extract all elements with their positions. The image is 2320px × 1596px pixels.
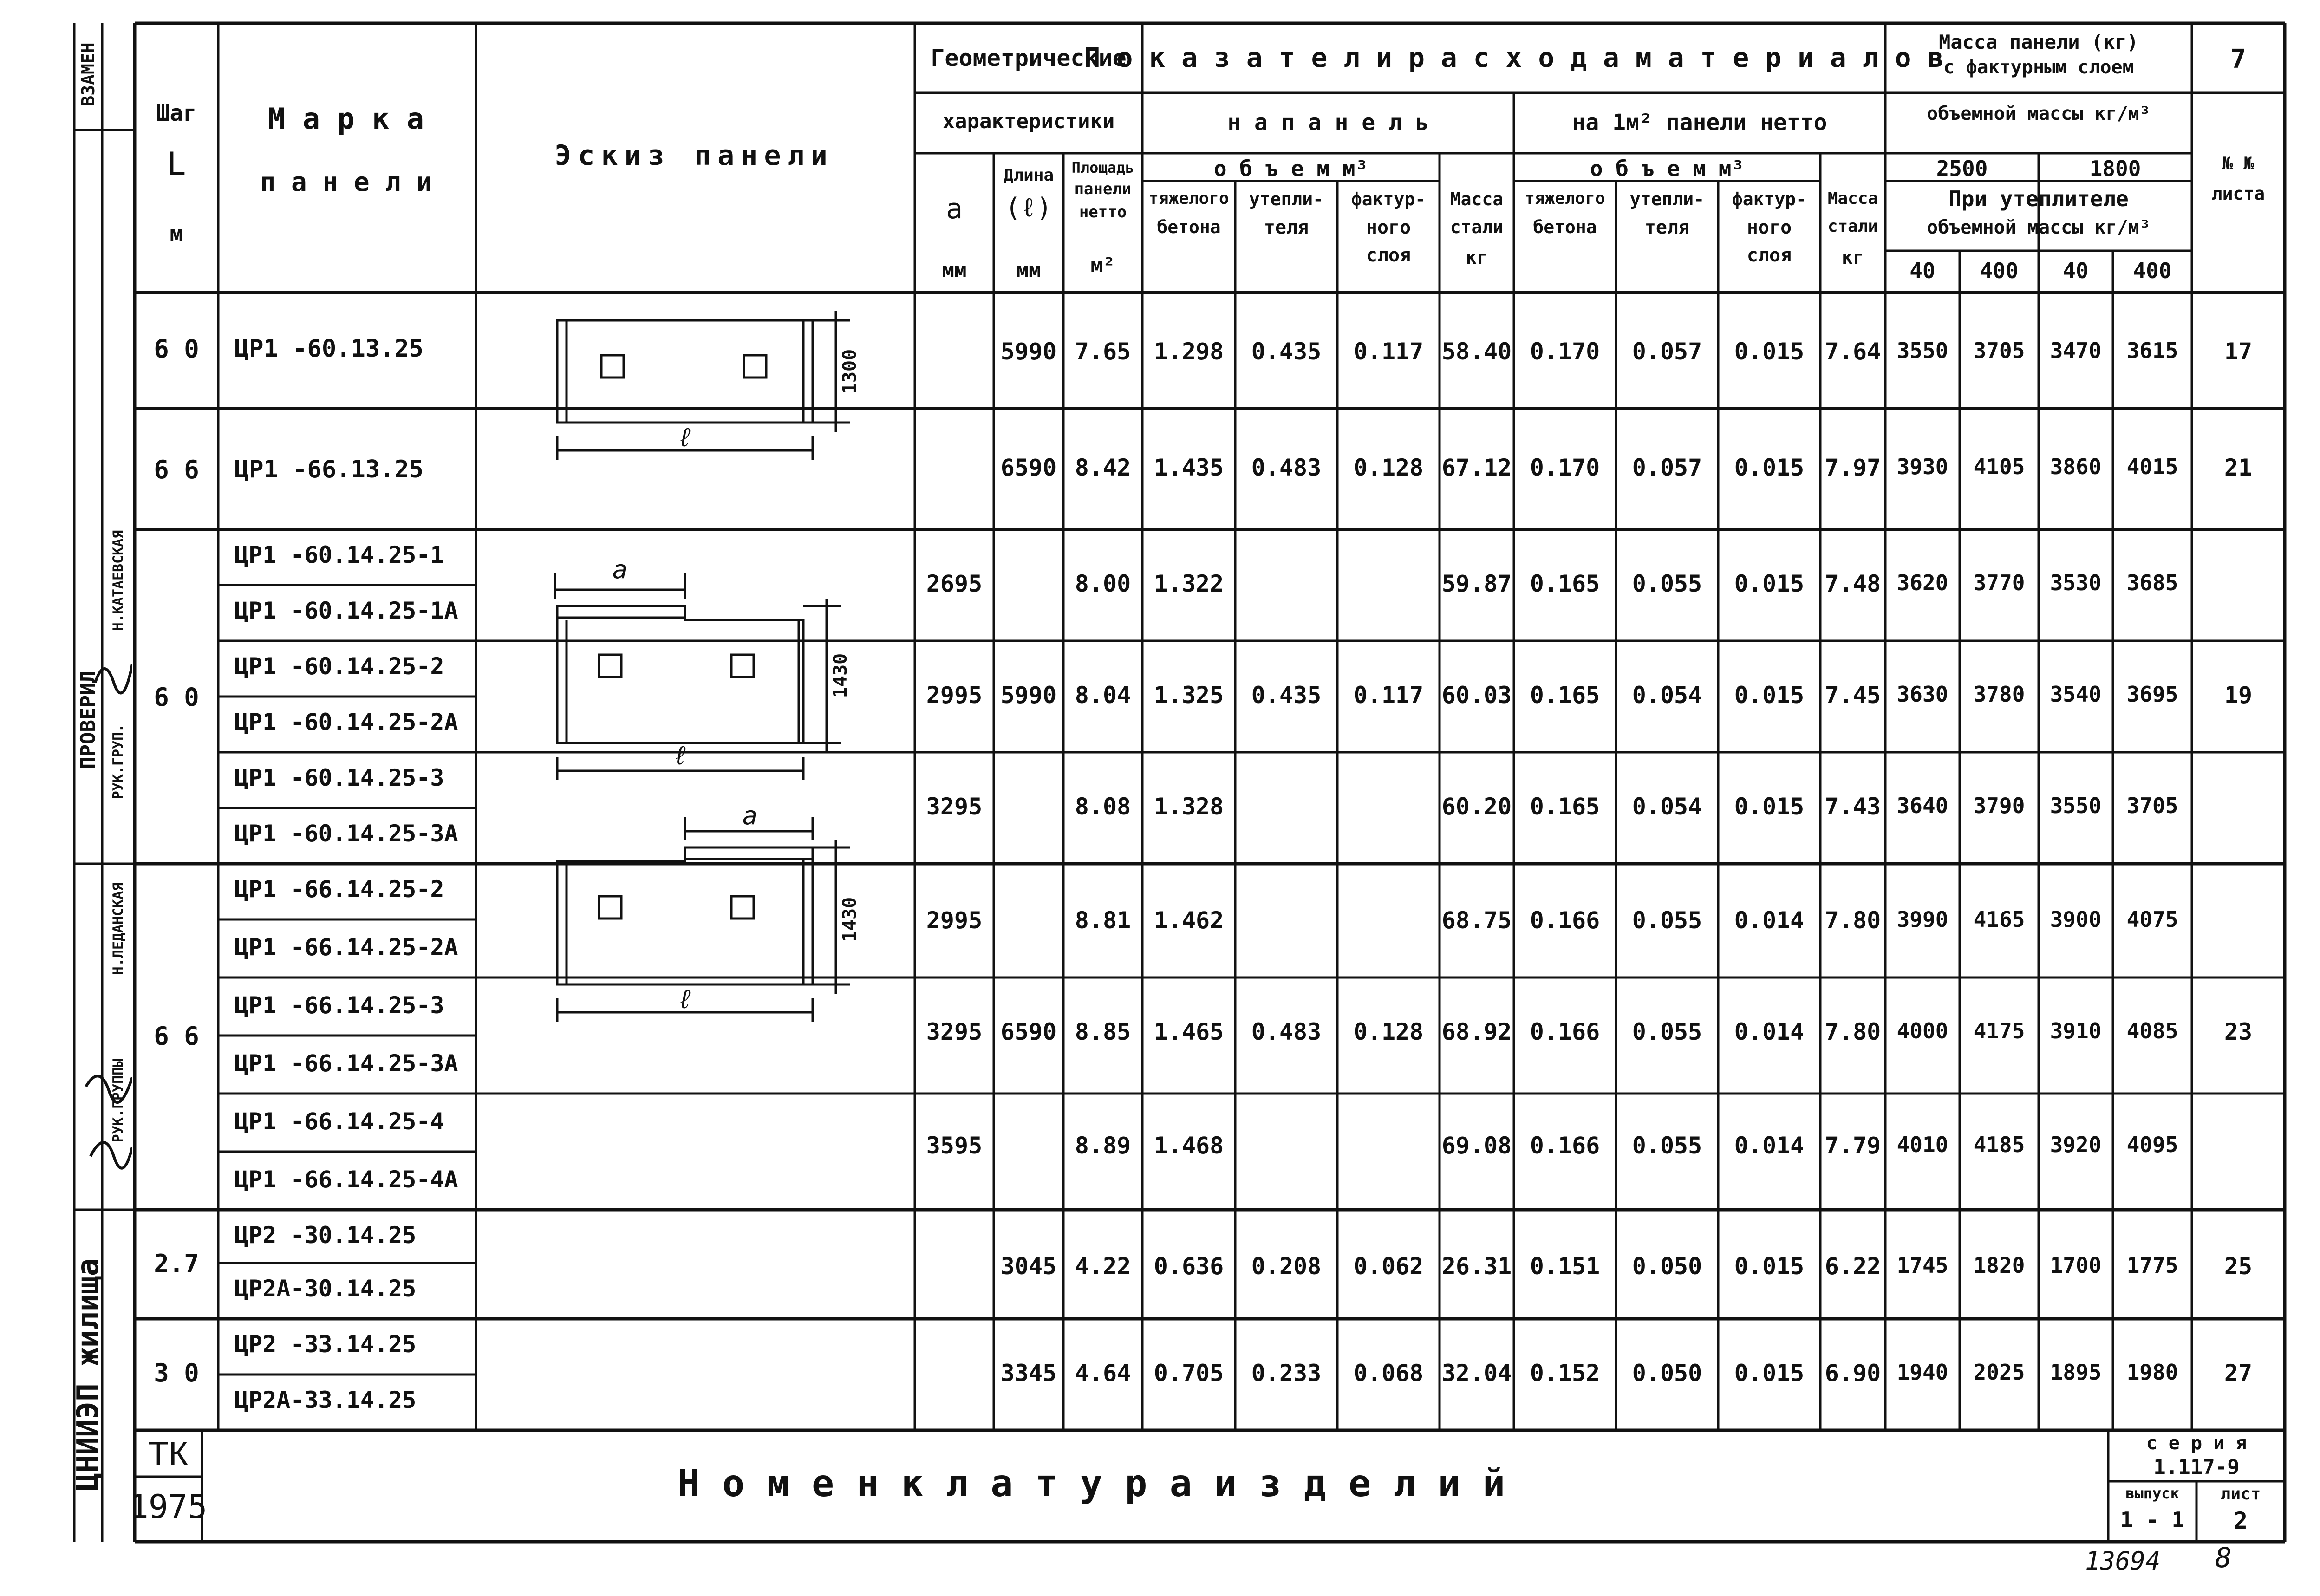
mass-2500-40: 3640: [1896, 793, 1949, 818]
header-len: Длина: [1003, 166, 1054, 185]
header-area-2: панели: [1074, 180, 1132, 198]
mass-2500-40: 4000: [1896, 1018, 1949, 1043]
sketch-dim-a1: a: [612, 555, 628, 584]
heavy-concrete-value: 1.328: [1153, 793, 1224, 820]
mass-1800-40: 3550: [2050, 793, 2102, 818]
mass-2500-40: 3990: [1896, 907, 1949, 932]
header-materials: П о к а з а т е л и р а с х о д а м а т е р и а л о в: [1084, 42, 1944, 73]
mass-1800-40: 3470: [2050, 338, 2102, 363]
insulation-per-m2: 0.050: [1632, 1253, 1702, 1280]
header-sheet-no: № № листа: [2211, 153, 2265, 204]
insulation-per-m2: 0.055: [1632, 1018, 1702, 1045]
sidebar-stamp-name1: Н.КАТАЕВСКАЯ: [110, 530, 127, 631]
header-with-insul: При утеплителе: [1949, 186, 2129, 211]
mass-1800-400: 3705: [2126, 793, 2178, 818]
header-mark: М а р к а: [268, 102, 424, 136]
panel-mark: ЦР1 -60.14.25-2А: [235, 709, 458, 736]
header-mass-title-2: с фактурным слоем: [1943, 57, 2134, 78]
header-area-3: нетто: [1079, 203, 1127, 221]
step-g2: 6 0: [154, 683, 199, 712]
a-value: 2995: [926, 682, 983, 709]
mass-2500-400: 2025: [1973, 1360, 2025, 1385]
heavy-concrete-per-m2: 0.165: [1530, 682, 1600, 709]
facing-per-m2: 0.015: [1734, 682, 1805, 709]
sketch-panel-1430-left: [555, 573, 841, 780]
steel-per-m2: 6.90: [1825, 1360, 1881, 1387]
length-value: 3345: [1000, 1360, 1057, 1387]
facing-value: 0.062: [1353, 1253, 1424, 1280]
sketch-dim-len2: ℓ: [672, 741, 688, 771]
footer-page: 8: [2215, 1542, 2232, 1574]
insulation-per-m2: 0.057: [1632, 338, 1702, 365]
sidebar-stamp-head: РУК.ГРУП.: [110, 723, 127, 800]
area-value: 8.04: [1075, 682, 1131, 709]
header-heavy-1: тяжелого: [1148, 189, 1229, 208]
area-value: 7.65: [1075, 338, 1131, 365]
signatures: [77, 641, 132, 1244]
mass-2500-40: 1940: [1896, 1360, 1949, 1385]
footer-archive-no: 13694: [2085, 1546, 2161, 1576]
heavy-concrete-value: 1.435: [1153, 454, 1224, 481]
panel-mark: ЦР2 -30.14.25: [235, 1222, 417, 1249]
header-volume-1: о б ъ е м м³: [1213, 156, 1369, 181]
insulation-per-m2: 0.054: [1632, 793, 1702, 820]
heavy-concrete-per-m2: 0.170: [1530, 454, 1600, 481]
sheet-number: 21: [2224, 454, 2253, 481]
header-len-sym: (ℓ): [1005, 193, 1052, 223]
sidebar-org-name: ЦНИИЭП жилища: [71, 1258, 105, 1491]
a-value: 3295: [926, 793, 983, 820]
header-mass-title-3: объемной массы кг/м³: [1927, 103, 2151, 124]
header-step: Шаг: [156, 100, 197, 126]
steel-value: 67.12: [1441, 454, 1512, 481]
footer-series-label: с е р и я: [2146, 1433, 2247, 1454]
mass-2500-400: 3780: [1973, 682, 2025, 707]
steel-per-m2: 7.79: [1825, 1132, 1881, 1159]
header-heavy-2b: бетона: [1533, 217, 1597, 237]
mass-1800-400: 3695: [2126, 682, 2178, 707]
heavy-concrete-per-m2: 0.152: [1530, 1360, 1600, 1387]
mass-2500-40: 3630: [1896, 682, 1949, 707]
footer-title: Н о м е н к л а т у р а и з д е л и й: [677, 1462, 1505, 1505]
steel-value: 68.92: [1441, 1018, 1512, 1045]
heavy-concrete-value: 1.325: [1153, 682, 1224, 709]
header-with-insul-2: объемной массы кг/м³: [1927, 217, 2151, 238]
panel-mark: ЦР1 -66.14.25-3А: [235, 1050, 458, 1077]
facing-per-m2: 0.014: [1734, 907, 1805, 934]
sheet-number: 25: [2224, 1253, 2253, 1280]
facing-per-m2: 0.015: [1734, 570, 1805, 597]
header-per-panel: н а п а н е л ь: [1227, 110, 1429, 136]
mass-2500-400: 4185: [1973, 1132, 2025, 1157]
panel-mark: ЦР1 -66.13.25: [235, 456, 424, 483]
header-sketch: Эскиз панели: [554, 139, 834, 172]
mass-2500-40: 4010: [1896, 1132, 1949, 1157]
step-g4: 2.7: [154, 1249, 199, 1278]
mass-2500-400: 3790: [1973, 793, 2025, 818]
insulation-per-m2: 0.050: [1632, 1360, 1702, 1387]
sidebar-stamp-replace: ВЗАМЕН: [78, 42, 98, 106]
header-geom: Геометрические: [931, 45, 1127, 72]
facing-value: 0.068: [1353, 1360, 1424, 1387]
insulation-per-m2: 0.055: [1632, 1132, 1702, 1159]
a-value: 2995: [926, 907, 983, 934]
step-g1: 6 6: [154, 455, 199, 484]
area-value: 8.42: [1075, 454, 1131, 481]
sketch-dim-len3: ℓ: [677, 984, 693, 1015]
facing-per-m2: 0.015: [1734, 1253, 1805, 1280]
heavy-concrete-value: 0.636: [1153, 1253, 1224, 1280]
panel-mark: ЦР1 -60.14.25-1А: [235, 597, 458, 624]
header-insul-40-a: 40: [1909, 258, 1936, 283]
header-heavy-2: тяжелого: [1525, 189, 1605, 208]
header-steel-2b: стали: [1827, 217, 1878, 236]
heavy-concrete-value: 0.705: [1153, 1360, 1224, 1387]
mass-1800-40: 3860: [2050, 454, 2102, 479]
header-area-unit: м²: [1090, 254, 1115, 277]
area-value: 8.81: [1075, 907, 1131, 934]
mass-1800-400: 3615: [2126, 338, 2178, 363]
area-value: 8.89: [1075, 1132, 1131, 1159]
mass-1800-400: 4075: [2126, 907, 2178, 932]
steel-value: 68.75: [1441, 907, 1512, 934]
facing-per-m2: 0.015: [1734, 1360, 1805, 1387]
mass-1800-40: 1895: [2050, 1360, 2102, 1385]
sheet-number: 27: [2224, 1360, 2253, 1387]
sidebar-stamp-name2: Н.ЛЕДАНСКАЯ: [110, 882, 127, 975]
step-g0: 6 0: [154, 334, 199, 364]
insulation-per-m2: 0.055: [1632, 907, 1702, 934]
header-a: a: [945, 193, 963, 225]
facing-value: 0.117: [1353, 682, 1424, 709]
steel-value: 59.87: [1441, 570, 1512, 597]
steel-per-m2: 7.64: [1825, 338, 1881, 365]
header-insul-40-b: 40: [2063, 258, 2089, 283]
heavy-concrete-per-m2: 0.165: [1530, 570, 1600, 597]
footer-sheet: 2: [2233, 1507, 2248, 1534]
mass-1800-400: 3685: [2126, 570, 2178, 595]
header-per-m2: на 1м² панели нетто: [1572, 110, 1827, 136]
facing-per-m2: 0.014: [1734, 1018, 1805, 1045]
steel-value: 26.31: [1441, 1253, 1512, 1280]
header-steel-1: Масса: [1450, 189, 1504, 209]
length-value: 5990: [1000, 338, 1057, 365]
mass-2500-40: 1745: [1896, 1253, 1949, 1278]
header-geom-2: характеристики: [942, 110, 1115, 133]
steel-value: 60.03: [1441, 682, 1512, 709]
sheet-number: 19: [2224, 682, 2253, 709]
panel-mark: ЦР1 -60.13.25: [235, 335, 424, 363]
area-value: 8.85: [1075, 1018, 1131, 1045]
header-facing-2: фактур-: [1732, 189, 1807, 209]
header-facing-2b: ного: [1747, 217, 1792, 238]
panel-mark: ЦР1 -60.14.25-2: [235, 653, 444, 680]
insulation-value: 0.435: [1251, 338, 1322, 365]
area-value: 4.64: [1075, 1360, 1131, 1387]
mass-1800-40: 1700: [2050, 1253, 2102, 1278]
header-len-unit: мм: [1016, 258, 1041, 282]
mass-1800-40: 3530: [2050, 570, 2102, 595]
mass-2500-400: 4175: [1973, 1018, 2025, 1043]
header-insul-1: утепли-: [1249, 189, 1324, 209]
mass-1800-40: 3920: [2050, 1132, 2102, 1157]
mass-1800-40: 3540: [2050, 682, 2102, 707]
heavy-concrete-per-m2: 0.166: [1530, 1018, 1600, 1045]
footer-tk: ТК: [148, 1435, 188, 1472]
sketch-dim-a2: a: [742, 801, 758, 830]
step-g3: 6 6: [154, 1022, 199, 1051]
steel-per-m2: 7.80: [1825, 1018, 1881, 1045]
a-value: 3595: [926, 1132, 983, 1159]
header-insul-400-a: 400: [1980, 258, 2019, 283]
header-density-1800: 1800: [2089, 156, 2141, 181]
insulation-value: 0.435: [1251, 682, 1322, 709]
facing-value: 0.128: [1353, 454, 1424, 481]
header-volume-2: о б ъ е м м³: [1590, 156, 1745, 181]
steel-value: 58.40: [1441, 338, 1512, 365]
heavy-concrete-value: 1.462: [1153, 907, 1224, 934]
header-steel-1c: кг: [1465, 247, 1488, 268]
header-steel-1b: стали: [1450, 217, 1504, 237]
mass-2500-40: 3550: [1896, 338, 1949, 363]
footer-issue: 1 - 1: [2120, 1507, 2185, 1532]
heavy-concrete-per-m2: 0.166: [1530, 907, 1600, 934]
header-density-2500: 2500: [1936, 156, 1988, 181]
panel-mark: ЦР1 -60.14.25-3А: [235, 820, 458, 847]
steel-per-m2: 6.22: [1825, 1253, 1881, 1280]
insulation-per-m2: 0.057: [1632, 454, 1702, 481]
mass-2500-400: 4105: [1973, 454, 2025, 479]
area-value: 4.22: [1075, 1253, 1131, 1280]
mass-2500-400: 3770: [1973, 570, 2025, 595]
facing-per-m2: 0.015: [1734, 793, 1805, 820]
sketch-dim-h1: 1300: [839, 349, 860, 394]
heavy-concrete-per-m2: 0.170: [1530, 338, 1600, 365]
mass-1800-400: 4085: [2126, 1018, 2178, 1043]
mass-1800-40: 3910: [2050, 1018, 2102, 1043]
footer-sheet-label: лист: [2220, 1485, 2261, 1504]
facing-per-m2: 0.015: [1734, 454, 1805, 481]
footer-series: 1.117-9: [2153, 1455, 2240, 1479]
footer-year: 1975: [129, 1488, 208, 1526]
facing-per-m2: 0.015: [1734, 338, 1805, 365]
header-step-l: L: [167, 146, 186, 182]
insulation-value: 0.233: [1251, 1360, 1322, 1387]
heavy-concrete-value: 1.298: [1153, 338, 1224, 365]
footer-issue-label: выпуск: [2125, 1485, 2179, 1502]
header-insul-1b: теля: [1264, 217, 1309, 238]
steel-per-m2: 7.45: [1825, 682, 1881, 709]
insulation-per-m2: 0.054: [1632, 682, 1702, 709]
sidebar-stamp-group-head: РУК.ГРУППЫ: [110, 1058, 127, 1143]
insulation-value: 0.483: [1251, 1018, 1322, 1045]
length-value: 5990: [1000, 682, 1057, 709]
area-value: 8.00: [1075, 570, 1131, 597]
header-step-unit: м: [169, 221, 183, 247]
header-facing-1c: слоя: [1366, 245, 1411, 266]
facing-value: 0.117: [1353, 338, 1424, 365]
panel-mark: ЦР1 -66.14.25-3: [235, 992, 444, 1019]
header-facing-1b: ного: [1366, 217, 1411, 238]
heavy-concrete-value: 1.465: [1153, 1018, 1224, 1045]
header-facing-1: фактур-: [1351, 189, 1426, 209]
sketch-dim-h2: 1430: [830, 653, 851, 698]
mass-2500-400: 4165: [1973, 907, 2025, 932]
sketch-panel-1300: [557, 311, 850, 460]
mass-1800-400: 4095: [2126, 1132, 2178, 1157]
steel-per-m2: 7.48: [1825, 570, 1881, 597]
panel-mark: ЦР1 -66.14.25-2А: [235, 934, 458, 961]
area-value: 8.08: [1075, 793, 1131, 820]
steel-value: 32.04: [1441, 1360, 1512, 1387]
insulation-per-m2: 0.055: [1632, 570, 1702, 597]
steel-per-m2: 7.80: [1825, 907, 1881, 934]
header-insul-2: утепли-: [1629, 189, 1705, 209]
sheet-number: 17: [2224, 338, 2253, 365]
mass-1800-40: 3900: [2050, 907, 2102, 932]
steel-value: 69.08: [1441, 1132, 1512, 1159]
length-value: 6590: [1000, 1018, 1057, 1045]
header-heavy-1b: бетона: [1157, 217, 1221, 237]
step-g5: 3 0: [154, 1358, 199, 1388]
header-a-unit: мм: [942, 258, 967, 282]
panel-mark: ЦР1 -66.14.25-4А: [235, 1166, 458, 1193]
facing-per-m2: 0.014: [1734, 1132, 1805, 1159]
length-value: 6590: [1000, 454, 1057, 481]
heavy-concrete-per-m2: 0.165: [1530, 793, 1600, 820]
insulation-value: 0.483: [1251, 454, 1322, 481]
facing-value: 0.128: [1353, 1018, 1424, 1045]
heavy-concrete-value: 1.468: [1153, 1132, 1224, 1159]
length-value: 3045: [1000, 1253, 1057, 1280]
header-steel-2c: кг: [1841, 247, 1864, 268]
panel-mark: ЦР1 -60.14.25-1: [235, 541, 444, 568]
panel-mark: ЦР2 -33.14.25: [235, 1331, 417, 1358]
header-area: Площадь: [1071, 159, 1134, 176]
sketch-dim-len1: ℓ: [677, 423, 693, 453]
mass-2500-400: 3705: [1973, 338, 2025, 363]
panel-mark: ЦР1 -66.14.25-2: [235, 876, 444, 903]
mass-2500-400: 1820: [1973, 1253, 2025, 1278]
steel-per-m2: 7.97: [1825, 454, 1881, 481]
mass-1800-400: 4015: [2126, 454, 2178, 479]
a-value: 3295: [926, 1018, 983, 1045]
a-value: 2695: [926, 570, 983, 597]
header-insul-400-b: 400: [2133, 258, 2172, 283]
sketch-panel-1430-right: [557, 817, 850, 1022]
panel-mark: ЦР2А-33.14.25: [235, 1387, 417, 1414]
heavy-concrete-value: 1.322: [1153, 570, 1224, 597]
sidebar-stamp-checked: ПРОВЕРИЛ: [76, 671, 100, 769]
header-col-mark: 7: [2230, 44, 2246, 74]
header-facing-2c: слоя: [1747, 245, 1792, 266]
heavy-concrete-per-m2: 0.166: [1530, 1132, 1600, 1159]
sketch-dim-h3: 1430: [839, 897, 860, 942]
panel-mark: ЦР1 -60.14.25-3: [235, 764, 444, 791]
header-mark-2: п а н е л и: [260, 167, 432, 197]
steel-per-m2: 7.43: [1825, 793, 1881, 820]
panel-mark: ЦР1 -66.14.25-4: [235, 1108, 444, 1135]
mass-1800-400: 1980: [2126, 1360, 2178, 1385]
header-insul-2b: теля: [1644, 217, 1690, 238]
mass-2500-40: 3620: [1896, 570, 1949, 595]
header-mass-title: Масса панели (кг): [1939, 31, 2138, 53]
header-steel-2: Масса: [1827, 189, 1878, 208]
panel-mark: ЦР2А-30.14.25: [235, 1275, 417, 1302]
steel-value: 60.20: [1441, 793, 1512, 820]
sheet-number: 23: [2224, 1018, 2253, 1045]
mass-2500-40: 3930: [1896, 454, 1949, 479]
mass-1800-400: 1775: [2126, 1253, 2178, 1278]
insulation-value: 0.208: [1251, 1253, 1322, 1280]
heavy-concrete-per-m2: 0.151: [1530, 1253, 1600, 1280]
